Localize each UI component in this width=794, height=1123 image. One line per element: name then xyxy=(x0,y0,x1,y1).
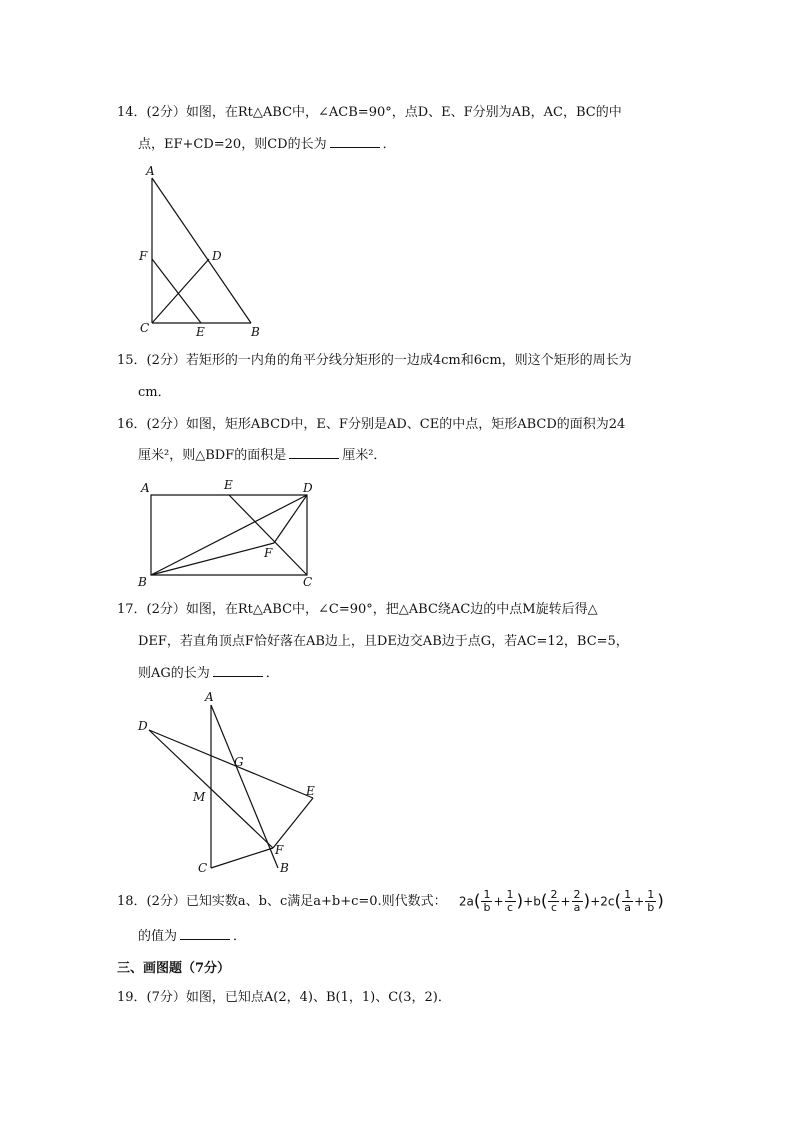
q14-text: 点，EF+CD=20，则CD的长为 xyxy=(138,137,327,152)
q17-segment-ef xyxy=(273,798,313,848)
q17-answer-blank xyxy=(213,664,263,677)
plus: + xyxy=(560,894,571,909)
q18-answer-blank xyxy=(180,927,230,940)
q18-text: 18．(2分）已知实数a、b、c满足a+b+c=0.则代数式： xyxy=(117,893,447,909)
q14-label-a: A xyxy=(146,164,155,178)
q17-label-f: F xyxy=(275,843,284,857)
q18-end: ． xyxy=(233,929,247,944)
q18-rparen-3: ) xyxy=(657,891,664,912)
q16-end: 厘米²． xyxy=(342,448,387,463)
frac-den: b xyxy=(483,901,491,914)
q16-text: 厘米²，则△BDF的面积是 xyxy=(138,448,287,463)
q14-label-b: B xyxy=(251,325,260,339)
q16-line1: 16．(2分）如图，矩形ABCD中，E、F分别是AD、CE的中点，矩形ABCD的面积为24 xyxy=(117,417,626,432)
q14-line2 xyxy=(138,135,396,154)
q17-end: ． xyxy=(265,666,279,681)
plus: + xyxy=(493,894,504,909)
q18-line2 xyxy=(138,927,246,946)
plus: + xyxy=(634,894,645,909)
q14-label-e: E xyxy=(196,325,205,339)
q14-label-c: C xyxy=(140,321,150,335)
q18-term-2a: 2a xyxy=(458,894,474,909)
q18-term-b: +b xyxy=(523,894,541,909)
q18-lparen-1: ( xyxy=(473,891,481,912)
q16-label-c: C xyxy=(303,575,313,589)
q17-line1: 17．(2分）如图，在Rt△ABC中，∠C=90°，把△ABC绕AC边的中点M旋转后得△ xyxy=(117,602,598,617)
q16-segment-bf xyxy=(151,543,274,575)
q14-figure xyxy=(130,160,280,345)
frac-num: 2 xyxy=(550,888,558,901)
q16-label-b: B xyxy=(138,575,147,589)
q16-label-a: A xyxy=(141,481,150,495)
q14-segment-ab xyxy=(152,178,251,323)
q16-segment-ec xyxy=(229,495,307,575)
q18-term-2c: +2c xyxy=(590,894,615,909)
q14-line1: 14．(2分）如图，在Rt△ABC中，∠ACB=90°，点D、E、F分别为AB，AC，BC的中 xyxy=(117,105,622,120)
q18-rparen-1: ) xyxy=(516,891,524,912)
q17-label-c: C xyxy=(198,861,208,875)
q17-line3 xyxy=(138,664,279,683)
q16-line2 xyxy=(138,446,386,465)
q14-segment-cd xyxy=(152,259,209,323)
q16-label-f: F xyxy=(264,546,273,560)
q14-segment-fe xyxy=(152,259,201,323)
frac-den: a xyxy=(624,901,631,914)
q14-label-f: F xyxy=(139,249,148,263)
frac-num: 1 xyxy=(647,888,655,901)
q18-fraction-2-over-a xyxy=(572,889,583,914)
q16-segment-fd xyxy=(274,495,307,543)
q18-fraction-1-over-b-2 xyxy=(645,889,656,914)
q17-label-d: D xyxy=(138,719,148,733)
frac-num: 1 xyxy=(506,888,514,901)
q17-segment-de xyxy=(149,730,313,798)
q14-label-d: D xyxy=(212,249,222,263)
q17-figure xyxy=(130,688,330,878)
q16-figure xyxy=(135,475,325,590)
q17-label-b: B xyxy=(280,861,289,875)
frac-num: 1 xyxy=(624,888,632,901)
q19-line1: 19．(7分）如图，已知点A(2，4)、B(1，1)、C(3，2)． xyxy=(117,990,451,1005)
frac-num: 1 xyxy=(483,888,491,901)
frac-den: a xyxy=(573,901,581,914)
q16-answer-blank xyxy=(289,446,339,459)
q18-rparen-2: ) xyxy=(583,891,591,912)
frac-num: 2 xyxy=(573,888,581,901)
q18-lparen-2: ( xyxy=(540,891,548,912)
q16-segment-bd xyxy=(151,495,307,575)
q17-label-m: M xyxy=(193,790,206,804)
q17-label-g: G xyxy=(234,755,244,769)
frac-den: b xyxy=(647,901,655,914)
q18-text2: 的值为 xyxy=(138,929,178,944)
q18-fraction-2-over-c xyxy=(548,889,559,914)
q18-line1 xyxy=(117,886,664,917)
q17-label-a: A xyxy=(205,690,214,704)
q16-label-d: D xyxy=(303,481,313,495)
q18-fraction-1-over-c xyxy=(505,889,516,914)
q17-text: 则AG的长为 xyxy=(138,666,210,681)
frac-den: c xyxy=(507,901,514,914)
frac-den: c xyxy=(550,901,558,914)
q14-answer-blank xyxy=(330,135,380,148)
q18-fraction-1-over-a xyxy=(622,889,633,914)
q14-end: ． xyxy=(382,137,396,152)
q17-label-e: E xyxy=(306,784,315,798)
section-heading-drawing: 三、画图题（7分） xyxy=(117,961,231,976)
q16-label-e: E xyxy=(224,478,233,492)
q18-lparen-3: ( xyxy=(614,891,622,912)
q17-segment-cf xyxy=(211,848,273,868)
q17-line2: DEF，若直角顶点F恰好落在AB边上，且DE边交AB边于点G，若AC=12，BC=5， xyxy=(138,634,629,649)
q18-fraction-1-over-b xyxy=(481,889,492,914)
q18-expression xyxy=(459,886,664,917)
q15-line1: 15．(2分）若矩形的一内角的角平分线分矩形的一边成4cm和6cm，则这个矩形的周长为 xyxy=(117,353,632,368)
q15-line2: cm． xyxy=(138,385,171,400)
